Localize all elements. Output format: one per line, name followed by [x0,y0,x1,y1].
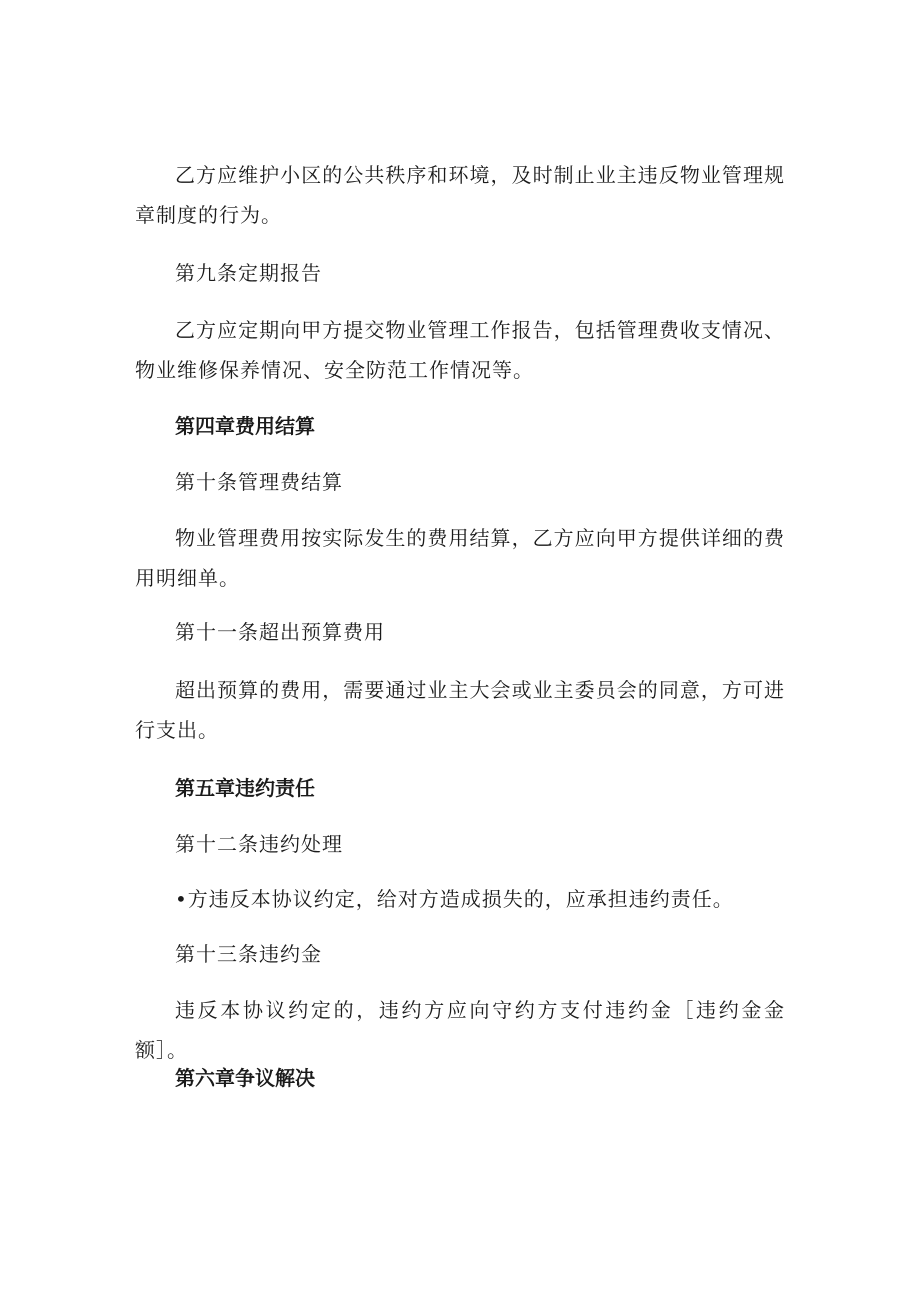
paragraph-periodic-report: 乙方应定期向甲方提交物业管理工作报告，包括管理费收支情况、物业维修保养情况、安全防范工作情况等。 [135,318,785,382]
article-9-heading: 第九条定期报告 [175,261,322,285]
paragraph-over-budget: 超出预算的费用，需要通过业主大会或业主委员会的同意，方可进行支出。 [135,678,785,742]
article-13-heading: 第十三条违约金 [175,942,322,966]
paragraph-public-order: 乙方应维护小区的公共秩序和环境，及时制止业主违反物业管理规章制度的行为。 [135,163,785,227]
article-12-heading: 第十二条违约处理 [175,832,343,856]
article-11-heading: 第十一条超出预算费用 [175,620,385,644]
paragraph-fee-settlement: 物业管理费用按实际发生的费用结算，乙方应向甲方提供详细的费用明细单。 [135,526,785,590]
chapter-5-heading: 第五章违约责任 [175,776,315,800]
article-10-heading: 第十条管理费结算 [175,470,343,494]
chapter-4-heading: 第四章费用结算 [175,414,315,438]
paragraph-breach-handling: •方违反本协议约定，给对方造成损失的，应承担违约责任。 [175,887,734,911]
paragraph-penalty: 违反本协议约定的，违约方应向守约方支付违约金［违约金金额］。 [135,998,785,1062]
chapter-6-heading: 第六章争议解决 [175,1066,315,1090]
